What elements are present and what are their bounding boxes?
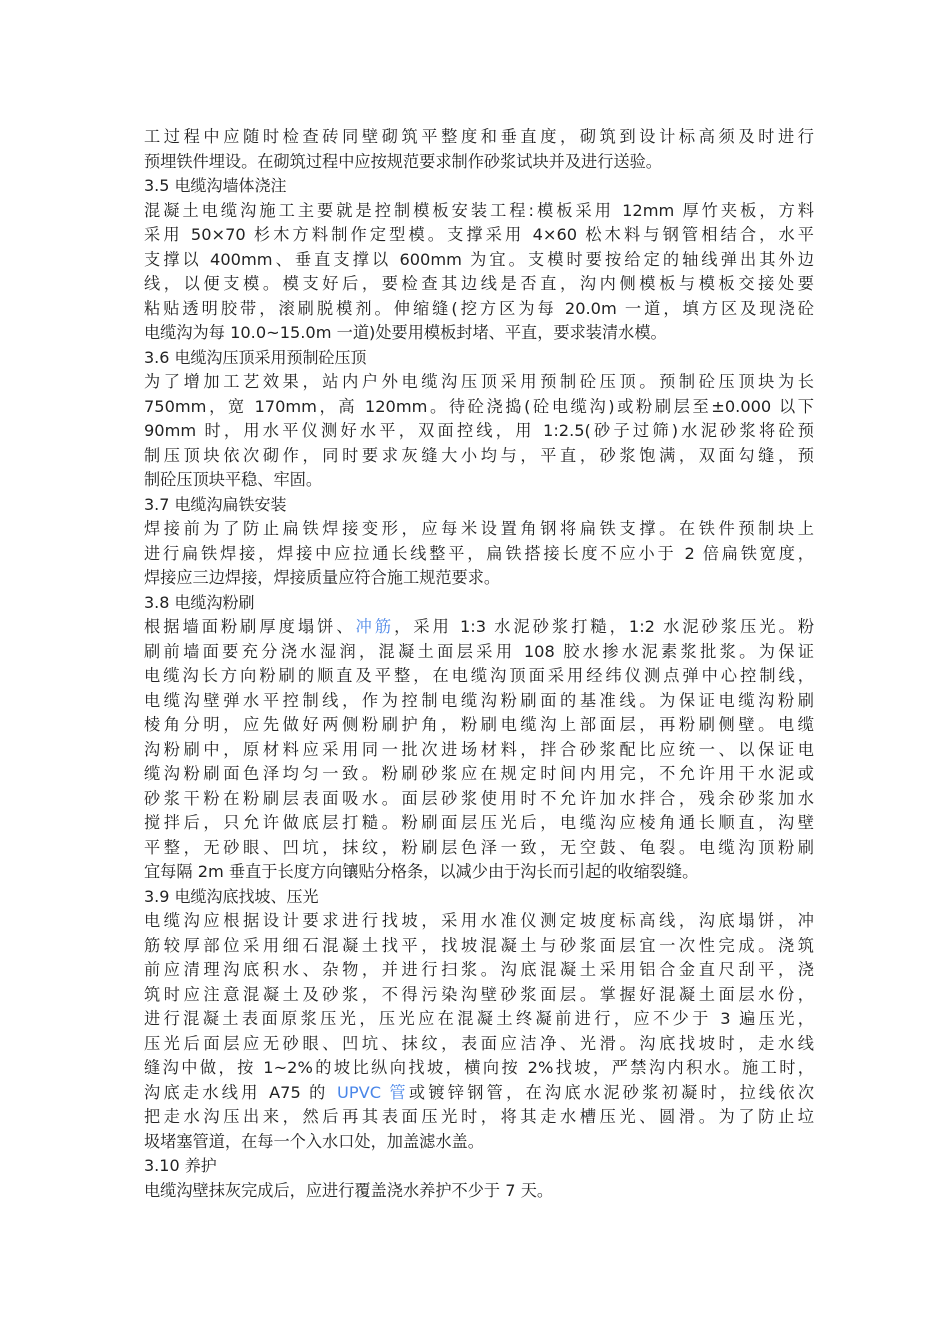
text-run: 沟粉刷中，原材料应采用同一批次进场材料，拌合砂浆配比应统一、以保证电 [144,739,814,759]
text-run: 电缆沟为每 10.0~15.0m 一道)处要用模板封堵、平直，要求装清水模。 [144,323,667,342]
paragraph-line [144,836,814,861]
paragraph-line [144,517,814,542]
paragraph-line [144,199,814,224]
paragraph-line [144,1179,814,1204]
paragraph-line [144,664,814,689]
text-run: 电缆沟壁弹水平控制线，作为控制电缆沟粉刷面的基准线。为保证电缆沟粉刷 [144,690,814,710]
text-run: 缆沟粉刷面色泽均匀一致。粉刷砂浆应在规定时间内用完，不允许用干水泥或 [144,764,814,783]
text-run: 把走水沟压出来，然后再其表面压光时，将其走水槽压光、圆滑。为了防止垃 [144,1107,814,1126]
text-run: 宜每隔 2m 垂直于长度方向镶贴分格条，以减少由于沟长而引起的收缩裂缝。 [144,862,699,881]
paragraph-line [144,468,814,493]
paragraph-line [144,542,814,567]
paragraph-line [144,370,814,395]
section-heading [144,174,814,199]
text-run: 90mm 时，用水平仪测好水平，双面控线，用 1:2.5(砂子过筛)水泥砂浆将砼预 [144,421,814,440]
text-run: 制砼压顶块平稳、牢固。 [144,470,323,489]
text-run: 支撑以 400mm、垂直支撑以 600mm 为宜。支模时要按给定的轴线弹出其外边 [144,249,814,269]
text-run: 或镀锌钢管，在沟底水泥砂浆初凝时，拉线依次 [408,1082,815,1102]
section-heading [144,1154,814,1179]
text-run: ，采用 1:3 水泥砂浆打糙，1:2 水泥砂浆压光。粉 [394,617,815,636]
paragraph-line [144,640,814,665]
paragraph-line [144,272,814,297]
text-run: 沟底走水线用 A75 的 [144,1082,338,1102]
text-run: 750mm，宽 170mm，高 120mm。待砼浇捣(砼电缆沟)或粉刷层至±0.000 以下 [144,396,814,416]
text-run: 根据墙面粉刷厚度塌饼、 [144,617,356,636]
paragraph-line [144,1056,814,1081]
text-run: 筑时应注意混凝土及砂浆，不得污染沟壁砂浆面层。掌握好混凝土面层水份， [144,984,814,1004]
paragraph-line [144,860,814,885]
paragraph-line [144,909,814,934]
text-run: 电缆沟壁抹灰完成后，应进行覆盖浇水养护不少于 7 天。 [144,1180,554,1200]
paragraph-line [144,395,814,420]
text-run: 混凝土电缆沟施工主要就是控制模板安装工程:模板采用 12mm 厚竹夹板，方料 [144,200,814,220]
section-heading [144,346,814,371]
text-run: 采用 50×70 杉木方料制作定型模。支撑采用 4×60 松木料与钢管相结合，水平 [144,225,814,244]
text-run: 棱角分明，应先做好两侧粉刷护角，粉刷电缆沟上部面层，再粉刷侧壁。电缆 [144,715,814,734]
text-run: 电缆沟应根据设计要求进行找坡，采用水准仪测定坡度标高线，沟底塌饼，冲 [144,911,814,930]
paragraph-line [144,321,814,346]
text-run: 工过程中应随时检查砖同壁砌筑平整度和垂直度，砌筑到设计标高须及时进行 [144,127,814,146]
text-run: 3.6 电缆沟压顶采用预制砼压顶 [144,347,367,367]
paragraph-line [144,125,814,150]
text-run: 砂浆干粉在粉刷层表面吸水。面层砂浆使用时不允许加水拌合，残余砂浆加水 [144,788,814,808]
paragraph-line [144,223,814,248]
paragraph-line [144,566,814,591]
text-run: 焊接前为了防止扁铁焊接变形，应每米设置角钢将扁铁支撑。在铁件预制块上 [144,519,814,538]
text-run: 3.10 养护 [144,1156,217,1175]
inline-link[interactable]: 冲筋 [355,617,395,636]
text-run: 粘贴透明胶带，滚刷脱模剂。伸缩缝(挖方区为每 20.0m 一道，填方区及现浇砼 [144,298,814,318]
paragraph-line [144,1130,814,1155]
text-run: 平整，无砂眼、凹坑，抹纹，粉刷层色泽一致，无空鼓、龟裂。电缆沟顶粉刷 [144,837,814,857]
paragraph-line [144,1007,814,1032]
text-run: 焊接应三边焊接，焊接质量应符合施工规范要求。 [144,568,501,587]
text-run: 线，以便支模。模支好后，要检查其边线是否直，沟内侧模板与模板交接处要 [144,274,814,293]
text-run: 搅拌后，只允许做底层打糙。粉刷面层压光后，电缆沟应棱角通长顺直，沟壁 [144,813,814,832]
paragraph-line [144,1081,814,1106]
text-run: 为了增加工艺效果，站内户外电缆沟压顶采用预制砼压顶。预制砼压顶块为长 [144,372,814,391]
inline-link[interactable]: UPVC 管 [337,1082,409,1102]
paragraph-line [144,1032,814,1057]
document-page [144,125,814,1203]
section-heading [144,591,814,616]
text-run: 刷前墙面要充分浇水湿润，混凝土面层采用 108 胶水掺水泥素浆批浆。为保证 [144,641,814,661]
text-run: 制压顶块依次砌作，同时要求灰缝大小均与，平直，砂浆饱满，双面勾缝，预 [144,445,814,465]
paragraph-line [144,248,814,273]
text-run: 进行扁铁焊接，焊接中应拉通长线整平，扁铁搭接长度不应小于 2 倍扁铁宽度， [144,543,814,563]
text-run: 进行混凝土表面原浆压光，压光应在混凝土终凝前进行，应不少于 3 遍压光， [144,1009,814,1028]
paragraph-line [144,738,814,763]
paragraph-line [144,811,814,836]
section-heading [144,885,814,910]
text-run: 3.8 电缆沟粉刷 [144,592,255,612]
text-run: 3.7 电缆沟扁铁安装 [144,494,287,514]
text-run: 压光后面层应无砂眼、凹坑、抹纹，表面应洁净、光滑。沟底找坡时，走水线 [144,1033,814,1053]
paragraph-line [144,444,814,469]
text-run: 缝沟中做，按 1~2%的坡比纵向找坡，横向按 2%找坡，严禁沟内积水。施工时， [144,1058,814,1077]
text-run: 电缆沟长方向粉刷的顺直及平整，在电缆沟顶面采用经纬仪测点弹中心控制线， [144,666,814,685]
paragraph-line [144,297,814,322]
text-run: 3.5 电缆沟墙体浇注 [144,176,287,195]
section-heading [144,493,814,518]
paragraph-line [144,1105,814,1130]
paragraph-line [144,689,814,714]
paragraph-line [144,615,814,640]
text-run: 圾堵塞管道，在每一个入水口处，加盖滤水盖。 [144,1131,484,1151]
text-run: 3.9 电缆沟底找坡、压光 [144,886,319,906]
text-run: 预埋铁件埋设。在砌筑过程中应按规范要求制作砂浆试块并及进行送验。 [144,151,662,171]
paragraph-line [144,150,814,175]
text-run: 前应清理沟底积水、杂物，并进行扫浆。沟底混凝土采用铝合金直尺刮平，浇 [144,960,814,979]
paragraph-line [144,983,814,1008]
paragraph-line [144,713,814,738]
paragraph-line [144,419,814,444]
paragraph-line [144,762,814,787]
text-run: 筋较厚部位采用细石混凝土找平，找坡混凝土与砂浆面层宜一次性完成。浇筑 [144,935,814,955]
paragraph-line [144,787,814,812]
paragraph-line [144,934,814,959]
paragraph-line [144,958,814,983]
